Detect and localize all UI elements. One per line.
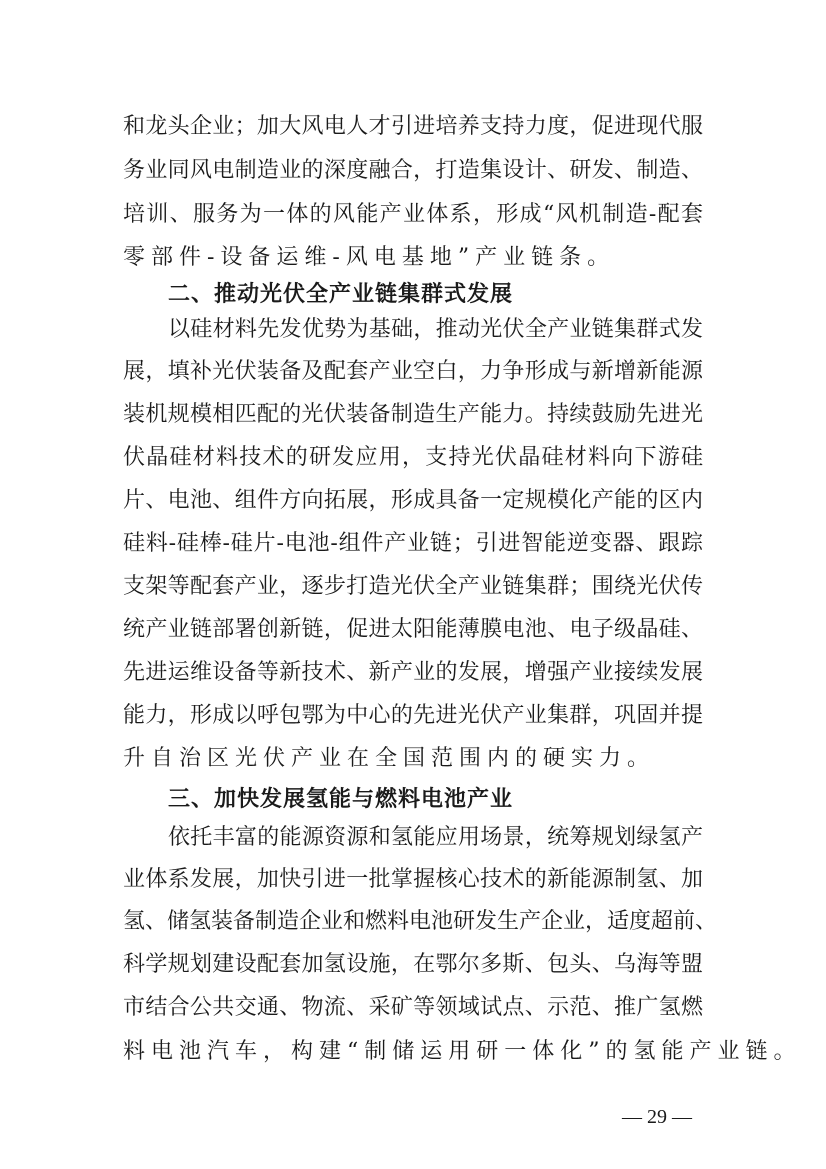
paragraph-line: 展，填补光伏装备及配套产业空白，力争形成与新增新能源 xyxy=(123,359,703,384)
page-number: — 29 — xyxy=(622,1106,692,1128)
paragraph-line: 支架等配套产业，逐步打造光伏全产业链集群；围绕光伏传 xyxy=(123,574,703,599)
paragraph-line: 科学规划建设配套加氢设施，在鄂尔多斯、包头、乌海等盟 xyxy=(123,952,703,977)
paragraph-line: 统产业链部署创新链，促进太阳能薄膜电池、电子级晶硅、 xyxy=(123,617,703,642)
section-heading-3: 三、加快发展氢能与燃料电池产业 xyxy=(168,787,514,812)
paragraph-line: 氢、储氢装备制造企业和燃料电池研发生产企业，适度超前、 xyxy=(123,909,718,934)
paragraph-line: 和龙头企业；加大风电人才引进培养支持力度，促进现代服 xyxy=(123,114,703,139)
paragraph-line: 片、电池、组件方向拓展，形成具备一定规模化产能的区内 xyxy=(123,488,703,513)
paragraph-line: 先进运维设备等新技术、新产业的发展，增强产业接续发展 xyxy=(123,660,703,685)
paragraph-line: 以硅材料先发优势为基础，推动光伏全产业链集群式发 xyxy=(168,317,703,342)
paragraph-line: 料电池汽车，构建“制储运用研一体化”的氢能产业链。 xyxy=(123,1039,802,1064)
paragraph-line: 装机规模相匹配的光伏装备制造生产能力。持续鼓励先进光 xyxy=(123,402,703,427)
paragraph-line: 依托丰富的能源资源和氢能应用场景，统筹规划绿氢产 xyxy=(168,825,703,850)
paragraph-line: 市结合公共交通、物流、采矿等领域试点、示范、推广氢燃 xyxy=(123,995,703,1020)
paragraph-line: 业体系发展，加快引进一批掌握核心技术的新能源制氢、加 xyxy=(123,867,703,892)
paragraph-line: 伏晶硅材料技术的研发应用，支持光伏晶硅材料向下游硅 xyxy=(123,445,703,470)
paragraph-line: 升自治区光伏产业在全国范围内的硬实力。 xyxy=(123,746,656,771)
paragraph-line: 能力，形成以呼包鄂为中心的先进光伏产业集群，巩固并提 xyxy=(123,703,703,728)
paragraph-line: 零部件-设备运维-风电基地”产业链条。 xyxy=(123,245,616,270)
paragraph-line: 务业同风电制造业的深度融合，打造集设计、研发、制造、 xyxy=(123,158,703,183)
paragraph-line: 培训、服务为一体的风能产业体系，形成“风机制造-配套 xyxy=(123,202,703,227)
paragraph-line: 硅料-硅棒-硅片-电池-组件产业链；引进智能逆变器、跟踪 xyxy=(123,531,703,556)
section-heading-2: 二、推动光伏全产业链集群式发展 xyxy=(168,282,514,307)
